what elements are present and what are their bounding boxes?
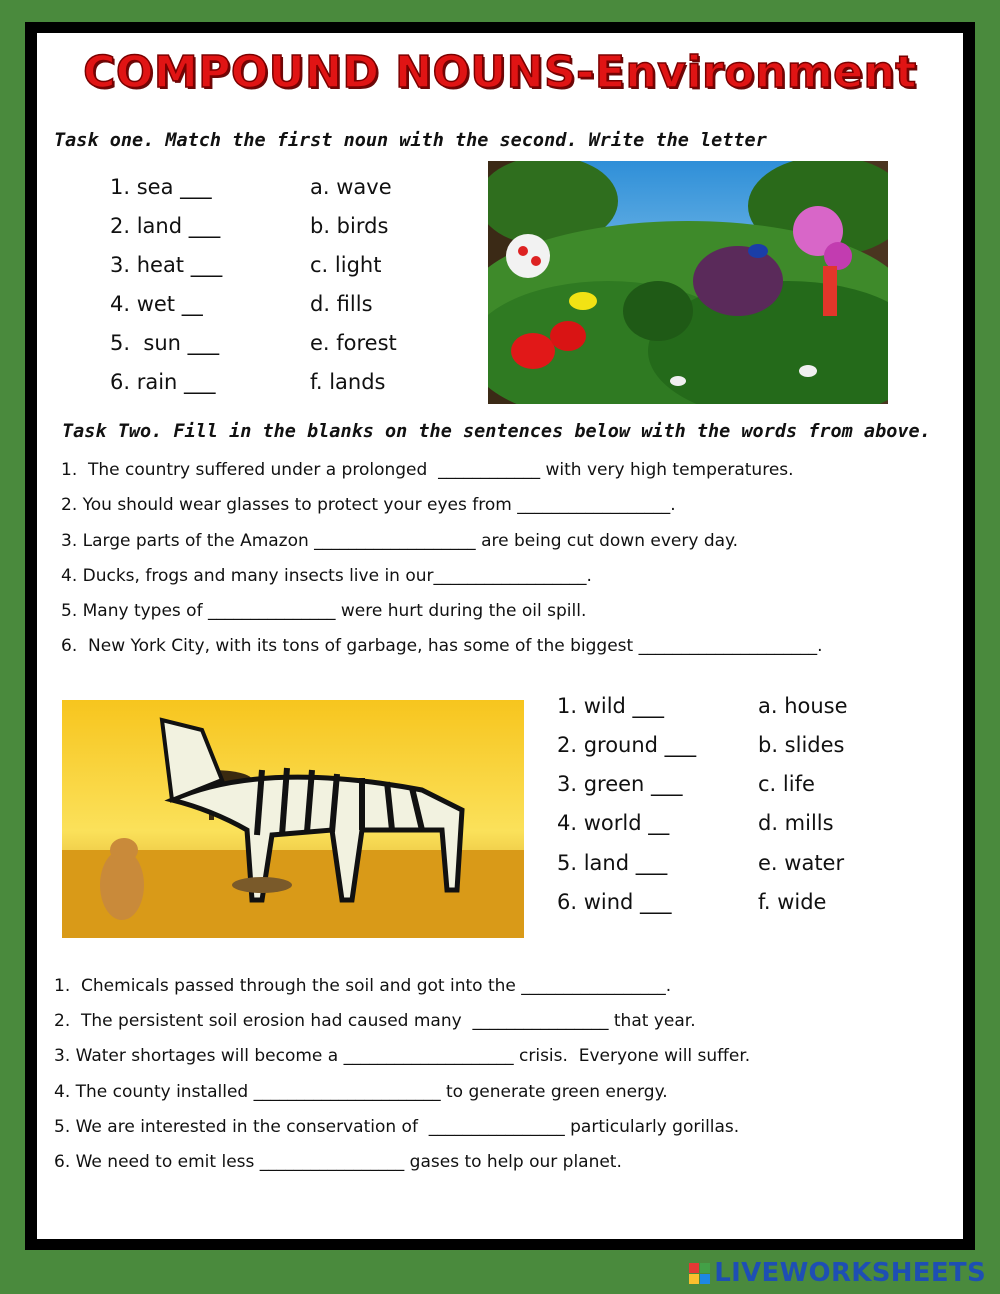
- sentence-b5: 5. We are interested in the conservation of ________________ particularly gorillas.: [54, 1117, 740, 1137]
- liveworksheets-logo[interactable]: [689, 1258, 986, 1288]
- match-right-item: a. wave: [310, 175, 392, 199]
- sentence-b2: 2. The persistent soil erosion had caused many ________________ that year.: [54, 1011, 696, 1031]
- match-left-item: 3. green ___: [557, 772, 683, 796]
- match-right-item: c. light: [310, 253, 382, 277]
- match-left-item: 5. land ___: [557, 851, 668, 875]
- match-left-item: 4. world __: [557, 811, 670, 835]
- match-right-item: c. life: [758, 772, 815, 796]
- match-left-item: 6. wind ___: [557, 890, 672, 914]
- match-left-item: 2. ground ___: [557, 733, 697, 757]
- rainforest-image: [488, 161, 888, 404]
- brand-name: LIVEWORKSHEETS: [714, 1258, 986, 1288]
- sentence-3: 3. Large parts of the Amazon ___________________ are being cut down every day.: [61, 531, 739, 551]
- match-right-item: b. slides: [758, 733, 845, 757]
- sentence-b1: 1. Chemicals passed through the soil and got into the _________________.: [54, 976, 672, 996]
- zebra-image: [62, 700, 524, 938]
- match-right-item: d. fills: [310, 292, 373, 316]
- match-left-item: 4. wet __: [110, 292, 203, 316]
- task-two-heading: Task Two. Fill in the blanks on the sentences below with the words from above.: [62, 421, 931, 442]
- match-right-item: a. house: [758, 694, 848, 718]
- match-right-item: e. forest: [310, 331, 397, 355]
- match-right-item: e. water: [758, 851, 845, 875]
- match-right-item: f. wide: [758, 890, 827, 914]
- match-left-item: 6. rain ___: [110, 370, 216, 394]
- task-one-heading: Task one. Match the first noun with the second. Write the letter: [54, 130, 767, 151]
- sentence-6: 6. New York City, with its tons of garbage, has some of the biggest _____________________.: [61, 636, 823, 656]
- match-left-item: 3. heat ___: [110, 253, 223, 277]
- logo-blocks-icon: [689, 1263, 710, 1284]
- match-right-item: b. birds: [310, 214, 389, 238]
- match-right-item: f. lands: [310, 370, 386, 394]
- page-title: COMPOUND NOUNS-Environment: [83, 47, 917, 98]
- sentence-5: 5. Many types of _______________ were hurt during the oil spill.: [61, 601, 587, 621]
- sentence-b3: 3. Water shortages will become a ____________________ crisis. Everyone will suffer.: [54, 1046, 751, 1066]
- worksheet: [37, 33, 963, 1239]
- sentence-4: 4. Ducks, frogs and many insects live in our__________________.: [61, 566, 592, 586]
- match-right-item: d. mills: [758, 811, 834, 835]
- match-left-item: 2. land ___: [110, 214, 221, 238]
- match-left-item: 5. sun ___: [110, 331, 220, 355]
- sentence-2: 2. You should wear glasses to protect your eyes from __________________.: [61, 495, 676, 515]
- match-left-item: 1. wild ___: [557, 694, 665, 718]
- match-left-item: 1. sea ___: [110, 175, 212, 199]
- sentence-b6: 6. We need to emit less _________________ gases to help our planet.: [54, 1152, 622, 1172]
- sentence-b4: 4. The county installed ______________________ to generate green energy.: [54, 1082, 668, 1102]
- sentence-1: 1. The country suffered under a prolonged ____________ with very high temperatures.: [61, 460, 794, 480]
